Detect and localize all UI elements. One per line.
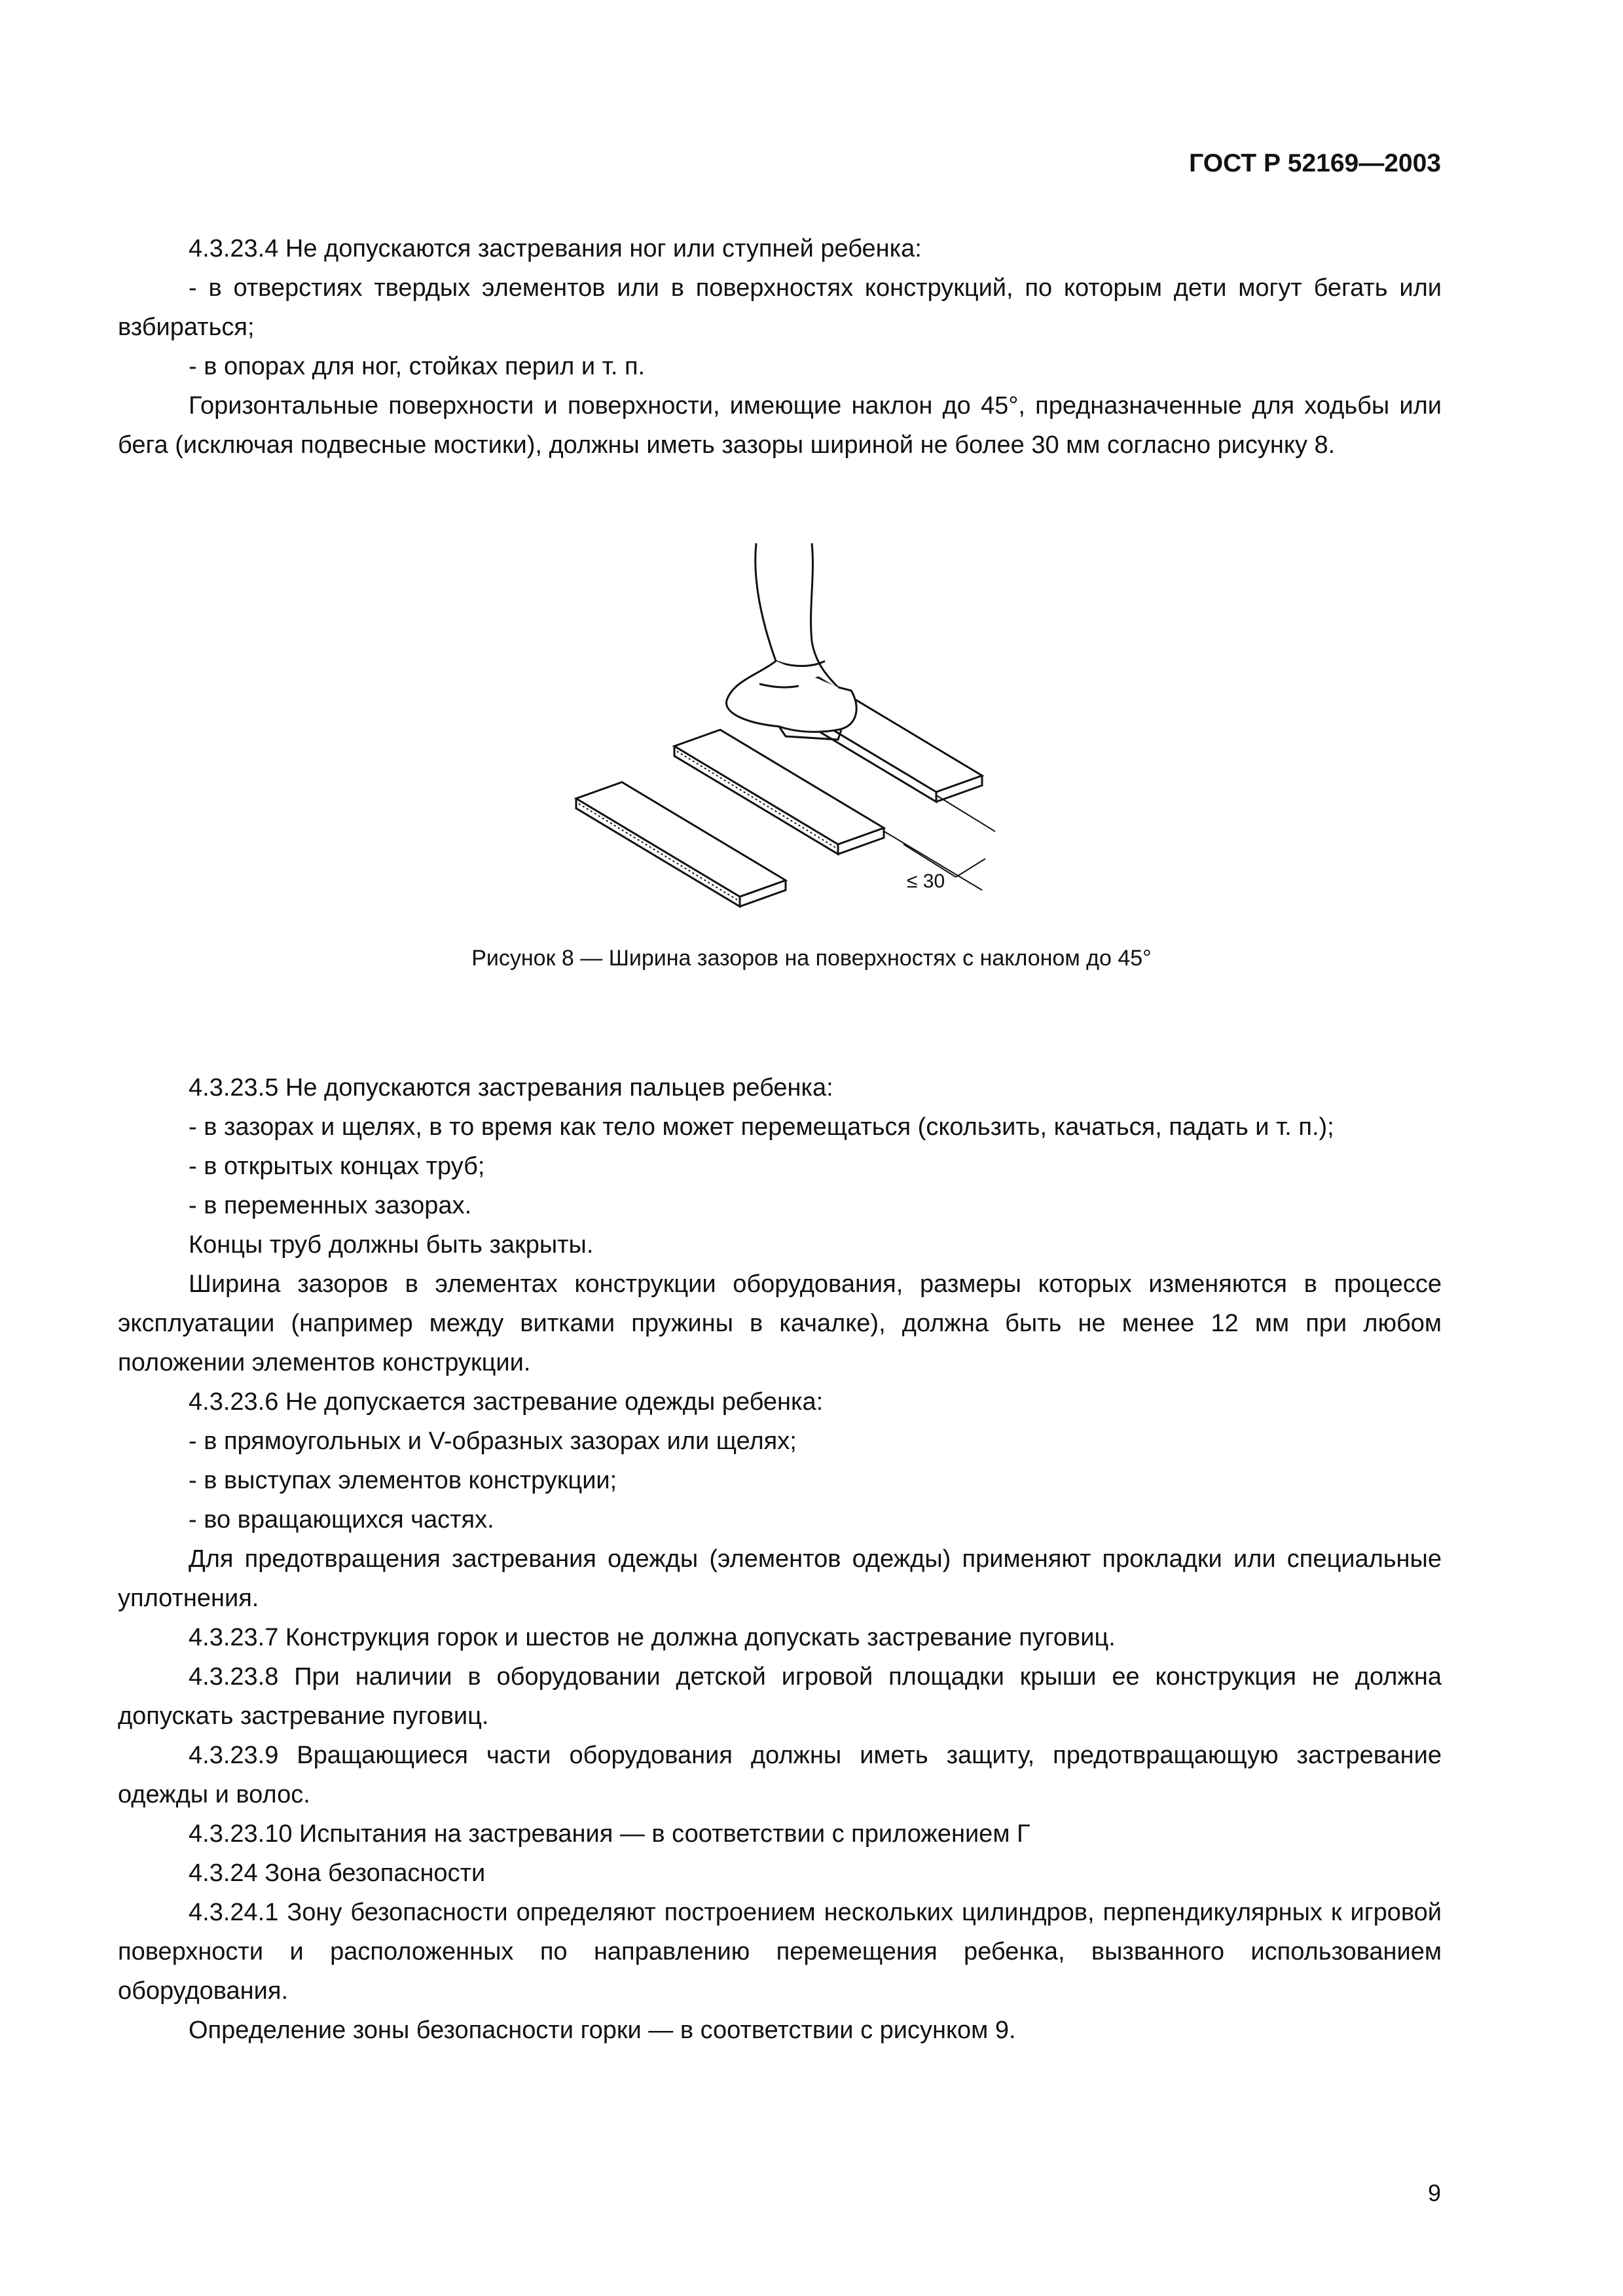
plank-left xyxy=(576,782,786,906)
paragraph: 4.3.23.7 Конструкция горок и шестов не должна допускать застревание пуговиц. xyxy=(189,1624,1116,1651)
paragraph: - в зазорах и щелях, в то время как тело может перемещаться (скользить, качаться, падать и т. п.); xyxy=(189,1113,1334,1141)
paragraph: - в выступах элементов конструкции; xyxy=(189,1467,617,1494)
paragraph: - в прямоугольных и V-образных зазорах или щелях; xyxy=(189,1427,797,1455)
text-block-2 xyxy=(118,1068,1442,2050)
leg-illustration xyxy=(727,543,857,740)
paragraph: 4.3.23.6 Не допускается застревание одежды ребенка: xyxy=(189,1388,824,1416)
paragraph: - в отверстиях твердых элементов или в поверхностях конструкций, по которым дети могут бегать или взбираться; xyxy=(118,274,1442,341)
paragraph: - в открытых концах труб; xyxy=(189,1153,485,1180)
paragraph: Определение зоны безопасности горки — в соответствии с рисунком 9. xyxy=(189,2017,1016,2044)
paragraph: Концы труб должны быть закрыты. xyxy=(189,1231,594,1259)
paragraph: 4.3.24 Зона безопасности xyxy=(189,1859,486,1887)
paragraph: - в переменных зазорах. xyxy=(189,1192,472,1219)
paragraph: 4.3.23.5 Не допускаются застревания пальцев ребенка: xyxy=(189,1074,833,1102)
dimension-label: ≤ 30 xyxy=(907,870,945,892)
paragraph: 4.3.23.9 Вращающиеся части оборудования должны иметь защиту, предотвращающую застревание одежды и волос. xyxy=(118,1742,1442,1808)
paragraph: - в опорах для ног, стойках перил и т. п. xyxy=(189,353,646,380)
paragraph: 4.3.24.1 Зону безопасности определяют построением нескольких цилиндров, перпендикулярных к игровой поверхности и расположенных по направлению перемещения ребенка, вызванного использованием оборудования. xyxy=(118,1899,1442,2005)
paragraph: Ширина зазоров в элементах конструкции оборудования, размеры которых изменяются в процессе эксплуатации (например между витками пружины в качалке), должна быть не менее 12 мм при любом положении элементов конструкции. xyxy=(118,1270,1442,1376)
paragraph: Для предотвращения застревания одежды (элементов одежды) применяют прокладки или специальные уплотнения. xyxy=(118,1545,1442,1612)
paragraph: 4.3.23.8 При наличии в оборудовании детской игровой площадки крыши ее конструкция не должна допускать застревание пуговиц. xyxy=(118,1663,1442,1730)
figure-caption: Рисунок 8 — Ширина зазоров на поверхностях с наклоном до 45° xyxy=(471,946,1152,971)
text-block-1 xyxy=(118,229,1442,465)
paragraph: - во вращающихся частях. xyxy=(189,1506,494,1534)
paragraph: 4.3.23.10 Испытания на застревания — в соответствии с приложением Г xyxy=(189,1820,1030,1848)
page-number: 9 xyxy=(1427,2179,1441,2206)
paragraph: 4.3.23.4 Не допускаются застревания ног или ступней ребенка: xyxy=(189,235,922,262)
document-header: ГОСТ Р 52169—2003 xyxy=(1189,149,1441,177)
paragraph: Горизонтальные поверхности и поверхности, имеющие наклон до 45°, предназначенные для ходьбы или бега (исключая подвесные мостики), должны иметь зазоры шириной не более 30 мм согласно рисунку 8. xyxy=(118,392,1442,459)
